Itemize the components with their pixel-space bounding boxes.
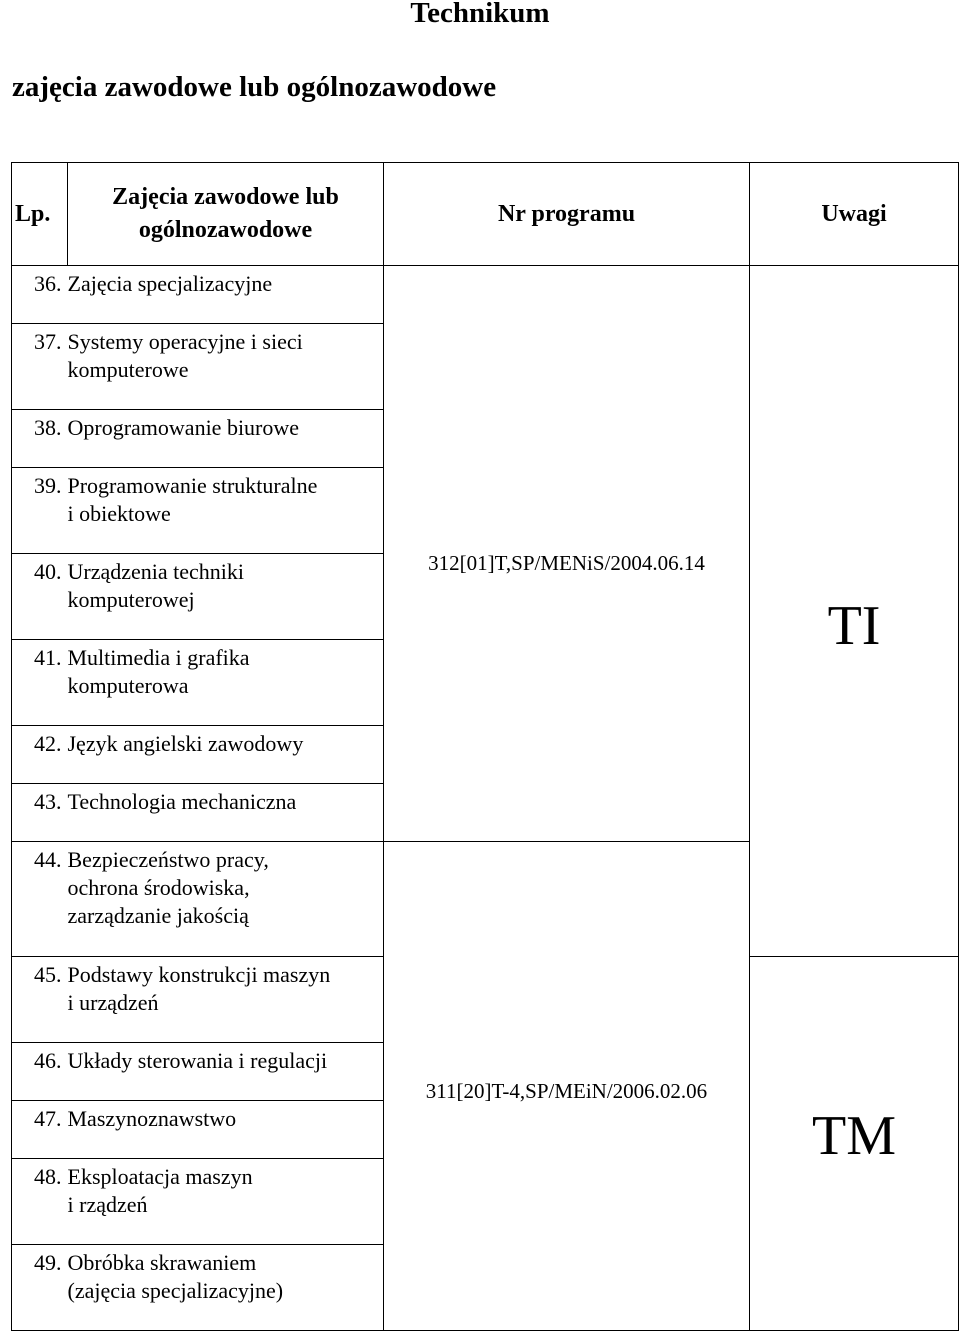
subject-line: komputerowa: [67, 673, 189, 698]
subject-line: (zajęcia specjalizacyjne): [67, 1278, 284, 1303]
subject-name: [68, 1159, 384, 1245]
subjects-table: [11, 162, 959, 1331]
subject-line: Podstawy konstrukcji maszyn: [67, 962, 331, 987]
row-number: 43.: [12, 784, 68, 842]
row-number: 40.: [12, 554, 68, 640]
header-lp: Lp.: [12, 163, 68, 266]
subject-line: Eksploatacja maszyn: [67, 1164, 253, 1189]
subject-name: [68, 324, 384, 410]
page-subtitle: zajęcia zawodowe lub ogólnozawodowe: [12, 71, 497, 103]
header-subject: [68, 163, 384, 266]
page-title: Technikum: [410, 0, 550, 29]
subject-line: komputerowej: [67, 587, 195, 612]
header-subject-line1: Zajęcia zawodowe lub: [112, 184, 339, 210]
subject-line: i urządzeń: [67, 990, 159, 1015]
subject-line: ochrona środowiska,: [67, 875, 250, 900]
subject-line: Układy sterowania i regulacji: [67, 1048, 328, 1073]
subject-line: Technologia mechaniczna: [67, 789, 297, 814]
subject-line: Obróbka skrawaniem: [67, 1250, 257, 1275]
subject-line: komputerowe: [67, 357, 189, 382]
row-number: 49.: [12, 1245, 68, 1331]
row-number: 47.: [12, 1101, 68, 1159]
subject-line: Maszynoznawstwo: [67, 1106, 237, 1131]
program-number-ti: 312[01]T,SP/MENiS/2004.06.14: [384, 266, 750, 842]
row-number: 36.: [12, 266, 68, 324]
subject-name: [68, 266, 384, 324]
header-program: Nr programu: [384, 163, 750, 266]
subject-line: Język angielski zawodowy: [67, 731, 304, 756]
subject-name: [68, 1043, 384, 1101]
row-number: 45.: [12, 957, 68, 1043]
subject-line: zarządzanie jakością: [67, 903, 249, 928]
row-number: 38.: [12, 410, 68, 468]
row-number: 41.: [12, 640, 68, 726]
row-number: 39.: [12, 468, 68, 554]
row-number: 37.: [12, 324, 68, 410]
subject-name: [68, 640, 384, 726]
row-number: 46.: [12, 1043, 68, 1101]
subject-name: [68, 842, 384, 957]
remark-tm: TM: [750, 957, 959, 1331]
row-number: 42.: [12, 726, 68, 784]
subject-name: [68, 554, 384, 640]
program-number-tm: 311[20]T-4,SP/MEiN/2006.02.06: [384, 842, 750, 1331]
subject-line: Urządzenia techniki: [67, 559, 245, 584]
subject-line: i rządzeń: [67, 1192, 148, 1217]
table-row: [12, 266, 959, 324]
row-number: 44.: [12, 842, 68, 957]
header-remarks: Uwagi: [750, 163, 959, 266]
row-number: 48.: [12, 1159, 68, 1245]
subject-name: [68, 410, 384, 468]
table-header-row: [12, 163, 959, 266]
subject-name: [68, 784, 384, 842]
subject-line: Programowanie strukturalne: [67, 473, 318, 498]
subject-name: [68, 468, 384, 554]
subject-line: Systemy operacyjne i sieci: [67, 329, 303, 354]
subject-name: [68, 1245, 384, 1331]
subject-name: [68, 1101, 384, 1159]
header-subject-line2: ogólnozawodowe: [138, 217, 313, 243]
subject-line: Zajęcia specjalizacyjne: [67, 271, 273, 296]
subject-line: Oprogramowanie biurowe: [67, 415, 300, 440]
subject-name: [68, 726, 384, 784]
subject-line: Multimedia i grafika: [67, 645, 250, 670]
subject-name: [68, 957, 384, 1043]
subject-line: Bezpieczeństwo pracy,: [67, 847, 269, 872]
subject-line: i obiektowe: [67, 501, 171, 526]
remark-ti: TI: [750, 266, 959, 957]
